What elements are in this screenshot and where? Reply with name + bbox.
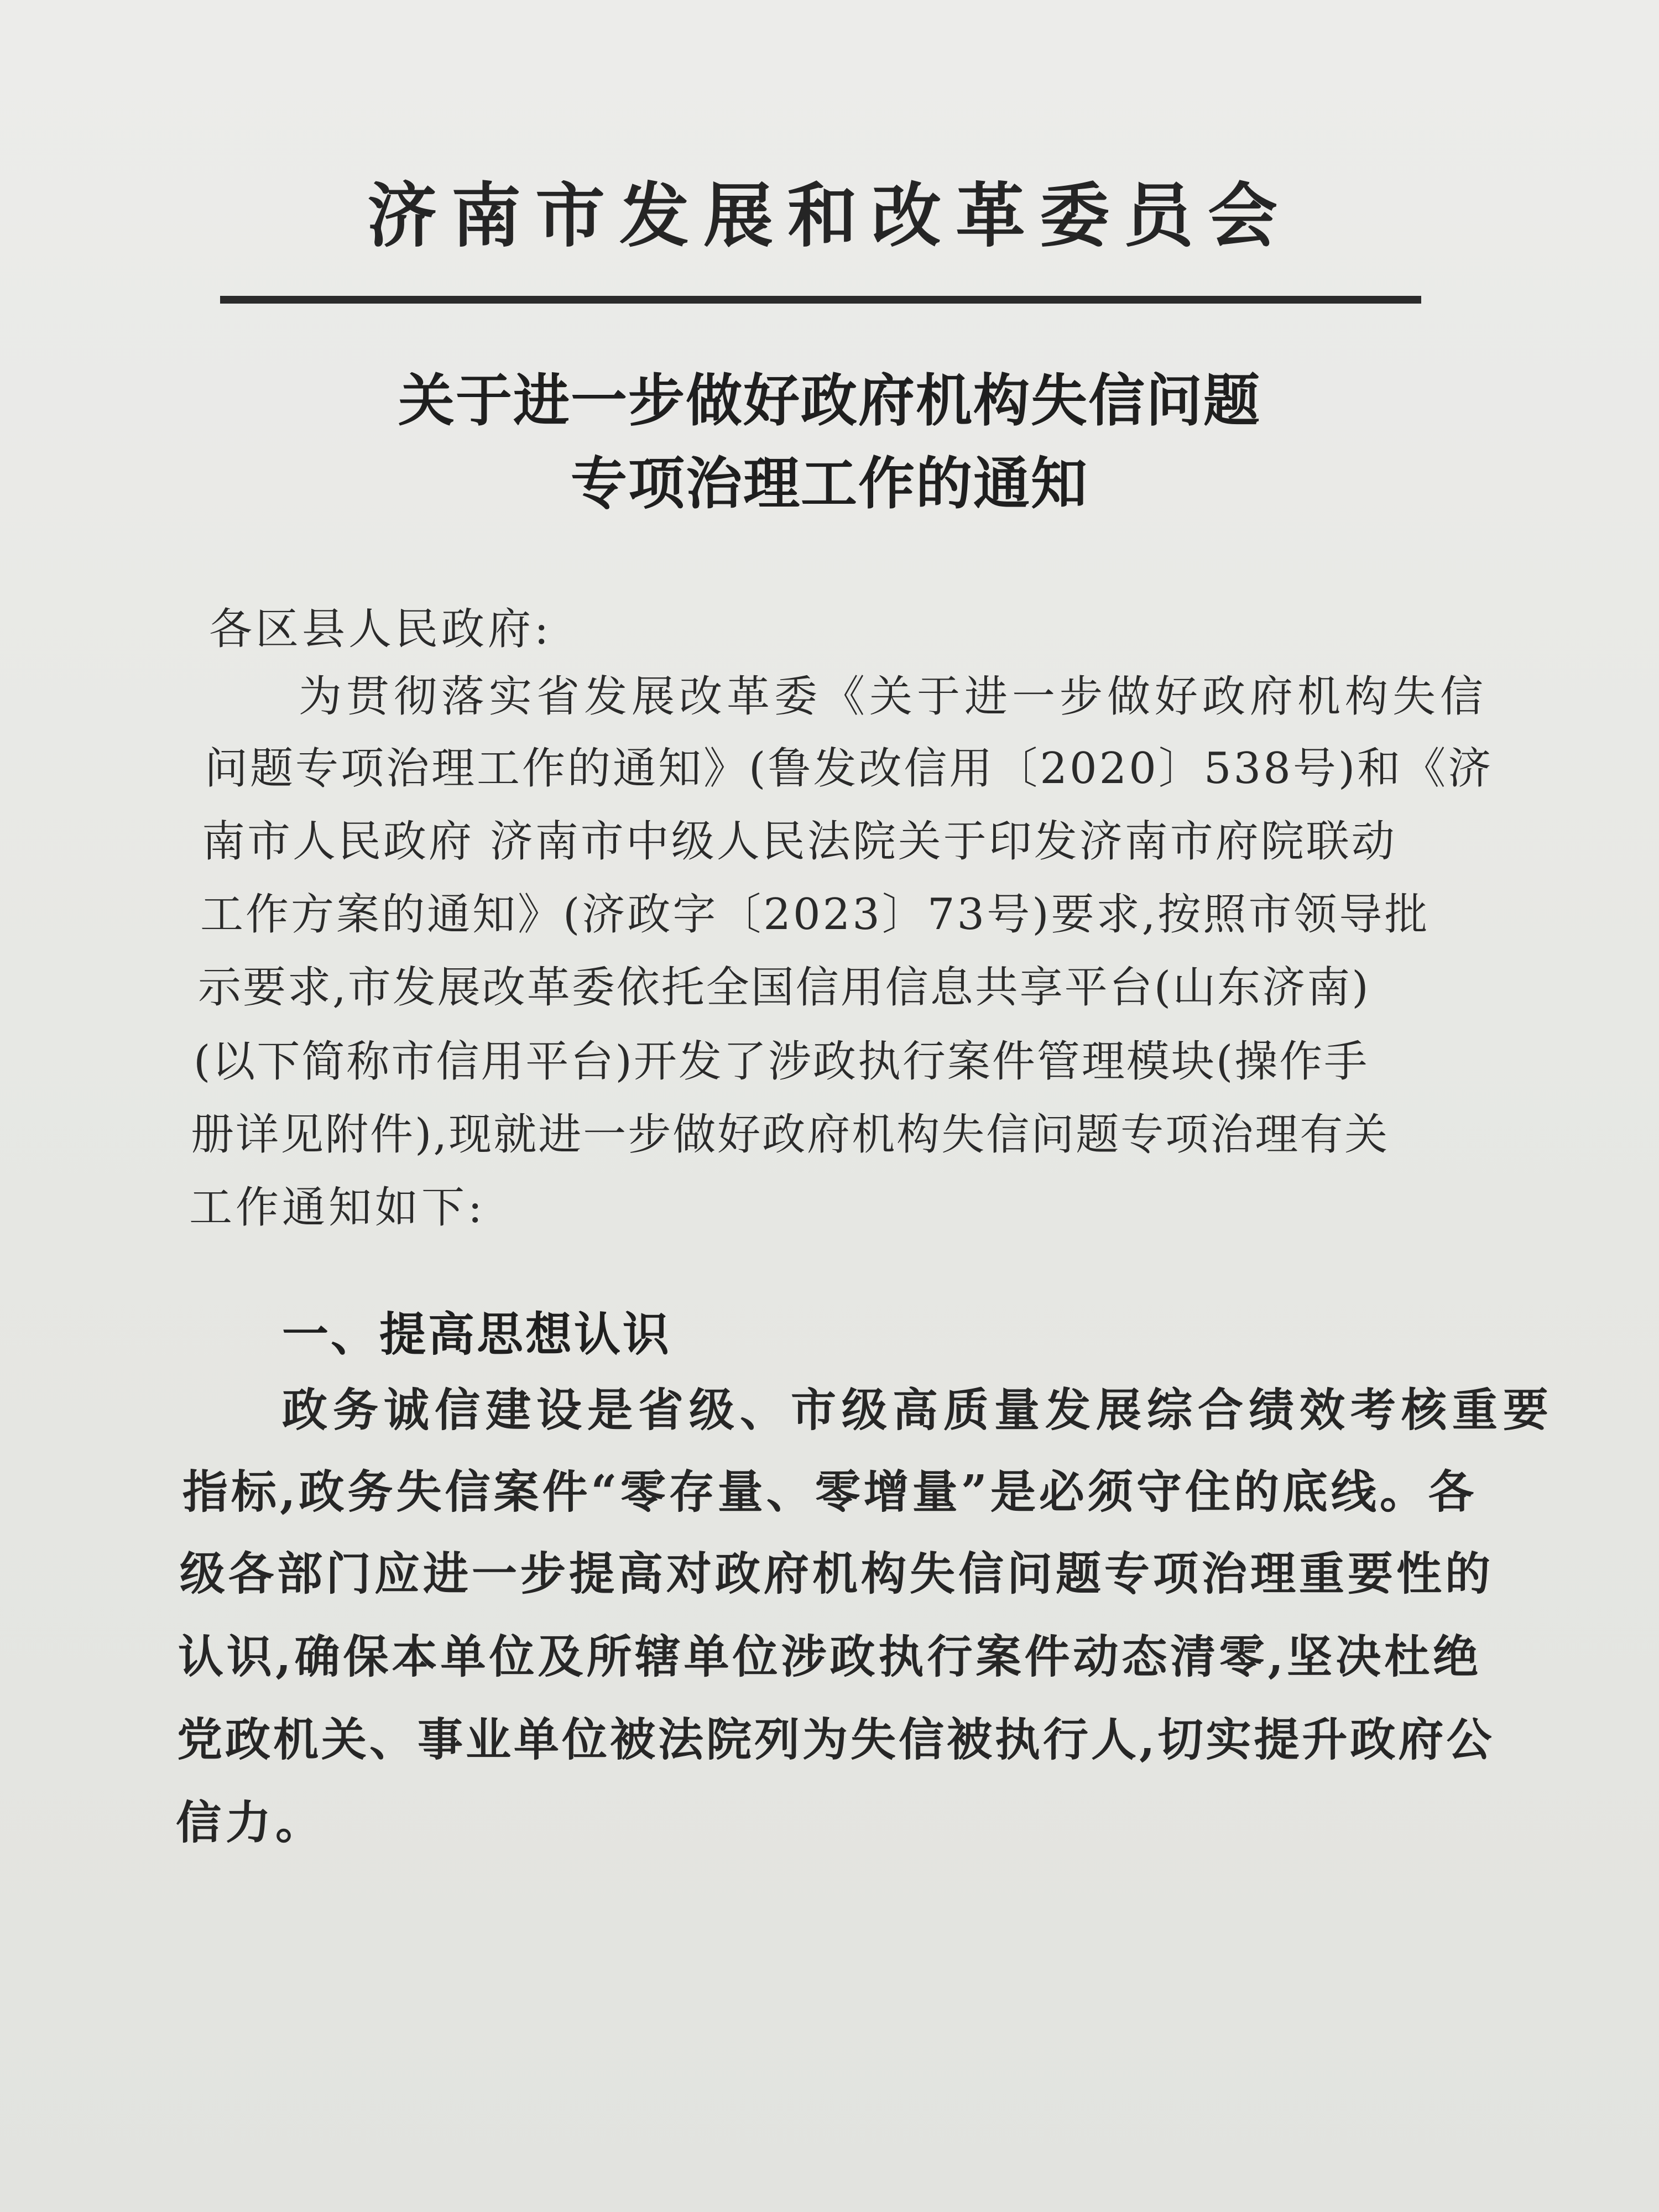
section-1-line: 政务诚信建设是省级、市级高质量发展综合绩效考核重要	[282, 1384, 1554, 1437]
paragraph-1-line: 册详见附件),现就进一步做好政府机构失信问题专项治理有关	[191, 1110, 1390, 1160]
paragraph-1-line: 示要求,市发展改革委依托全国信用信息共享平台(山东济南)	[198, 963, 1370, 1013]
paragraph-1-line: (以下简称市信用平台)开发了涉政执行案件管理模块(操作手	[194, 1037, 1369, 1087]
paragraph-1-line: 工作方案的通知》(济政字〔2023〕73号)要求,按照市领导批	[200, 890, 1430, 940]
paragraph-1-line: 为贯彻落实省发展改革委《关于进一步做好政府机构失信	[299, 672, 1488, 722]
title-line-1: 关于进一步做好政府机构失信问题	[398, 368, 1261, 434]
header-divider	[220, 296, 1421, 304]
section-1-heading: 一、提高思想认识	[282, 1307, 672, 1361]
paragraph-1-line: 南市人民政府 济南市中级人民法院关于印发济南市府院联动	[202, 817, 1397, 867]
paragraph-1-line: 工作通知如下:	[189, 1183, 486, 1233]
issuing-agency-header: 济南市发展和改革委员会	[367, 175, 1292, 257]
section-1-line: 党政机关、事业单位被法院列为失信被执行人,切实提升政府公	[177, 1713, 1495, 1766]
section-1-line: 级各部门应进一步提高对政府机构失信问题专项治理重要性的	[180, 1547, 1494, 1600]
paragraph-1-line: 问题专项治理工作的通知》(鲁发改信用〔2020〕538号)和《济	[205, 744, 1494, 794]
section-1-line: 认识,确保本单位及所辖单位涉政执行案件动态清零,坚决杜绝	[178, 1630, 1482, 1683]
section-1-line: 指标,政务失信案件“零存量、零增量”是必须守住的底线。各	[182, 1465, 1477, 1519]
document-title	[0, 359, 1659, 525]
title-line-2: 专项治理工作的通知	[571, 451, 1088, 517]
salutation: 各区县人民政府:	[209, 604, 552, 654]
section-1-line: 信力。	[176, 1796, 326, 1849]
